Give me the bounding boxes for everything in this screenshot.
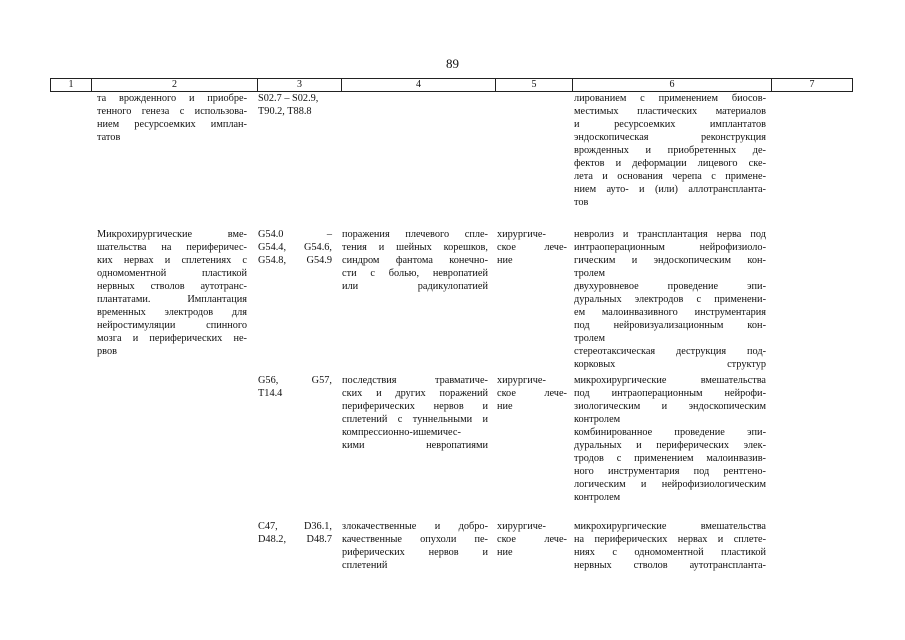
row-2-model-patient: поражения плечевого спле- тения и шейных корешков, синдром фантома конечно- сти с болью, невропатией или радикулопатией: [342, 229, 488, 292]
column-header-2: 2: [91, 79, 257, 91]
row-4-treatment-type: хирургиче- ское лече- ние: [497, 521, 567, 558]
table-header-row: [50, 78, 853, 92]
row-3-model-patient: последствия травматиче- ских и других поражений периферических нервов и сплетений с туннельными и компрессионно-ишемичес- кими невропатиями: [342, 375, 488, 451]
column-header-4: 4: [341, 79, 495, 91]
row-1-treatment-method: лированием с применением биосов- местимых пластических материалов и ресурсоемких имплантатов эндоскопическая реконструкция врожденных и приобретенных де- фектов и деформации лицевого ске- лета и основания черепа с примене- нием ауто- и (или) аллотрансплантa- тов: [574, 93, 766, 208]
row-2-treatment-type: хирургиче- ское лече- ние: [497, 229, 567, 266]
row-1-method: та врожденного и приобре- тенного генеза с использова- нием ресурсоемких имплан- татов: [97, 93, 247, 143]
row-3-icd-codes: G56, G57, T14.4: [258, 375, 332, 399]
row-3-treatment-method: микрохирургические вмешательства под интраоперационным нейрофи- зиологическим и эндоскопическим контролем комбинированное проведение эпи- дуральных и периферических элек- тродов с применением малоинвазив- ного инструментария под рентгено- логическим и нейрофизиологическим контролем: [574, 375, 766, 503]
column-header-1: 1: [50, 79, 91, 91]
row-2-icd-codes: G54.0 – G54.4, G54.6, G54.8, G54.9: [258, 229, 332, 266]
row-4-model-patient: злокачественные и добро- качественные опухоли пе- риферических нервов и сплетений: [342, 521, 488, 571]
row-3-treatment-type: хирургиче- ское лече- ние: [497, 375, 567, 412]
column-header-6: 6: [572, 79, 771, 91]
column-header-3: 3: [257, 79, 341, 91]
column-header-5: 5: [495, 79, 572, 91]
row-4-icd-codes: C47, D36.1, D48.2, D48.7: [258, 521, 332, 545]
row-2-method: Микрохирургические вме- шательства на периферичес- ких нервах и сплетениях с одномоментной пластикой нервных стволов аутотранс- плантатами. Имплантация временных электродов для нейростимуляции спинного мозга и периферических не- рвов: [97, 229, 247, 357]
column-header-7: 7: [771, 79, 853, 91]
row-1-icd-codes: S02.7 – S02.9, T90.2, T88.8: [258, 93, 319, 117]
row-4-treatment-method: микрохирургические вмешательства на периферических нервах и сплете- ниях с одномоментной пластикой нервных стволов аутотранспланта-: [574, 521, 766, 571]
row-2-treatment-method: невролиз и трансплантация нерва под интраоперационным нейрофизиоло- гическим и эндоскопическим кон- тролем двухуровневое проведение эпи- дуральных электродов с применени- ем малоинвазивного инструментария под нейровизуализационным кон- тролем стереотаксическая деструкция под- корковых структур: [574, 229, 766, 370]
page-number: 89: [446, 56, 459, 71]
